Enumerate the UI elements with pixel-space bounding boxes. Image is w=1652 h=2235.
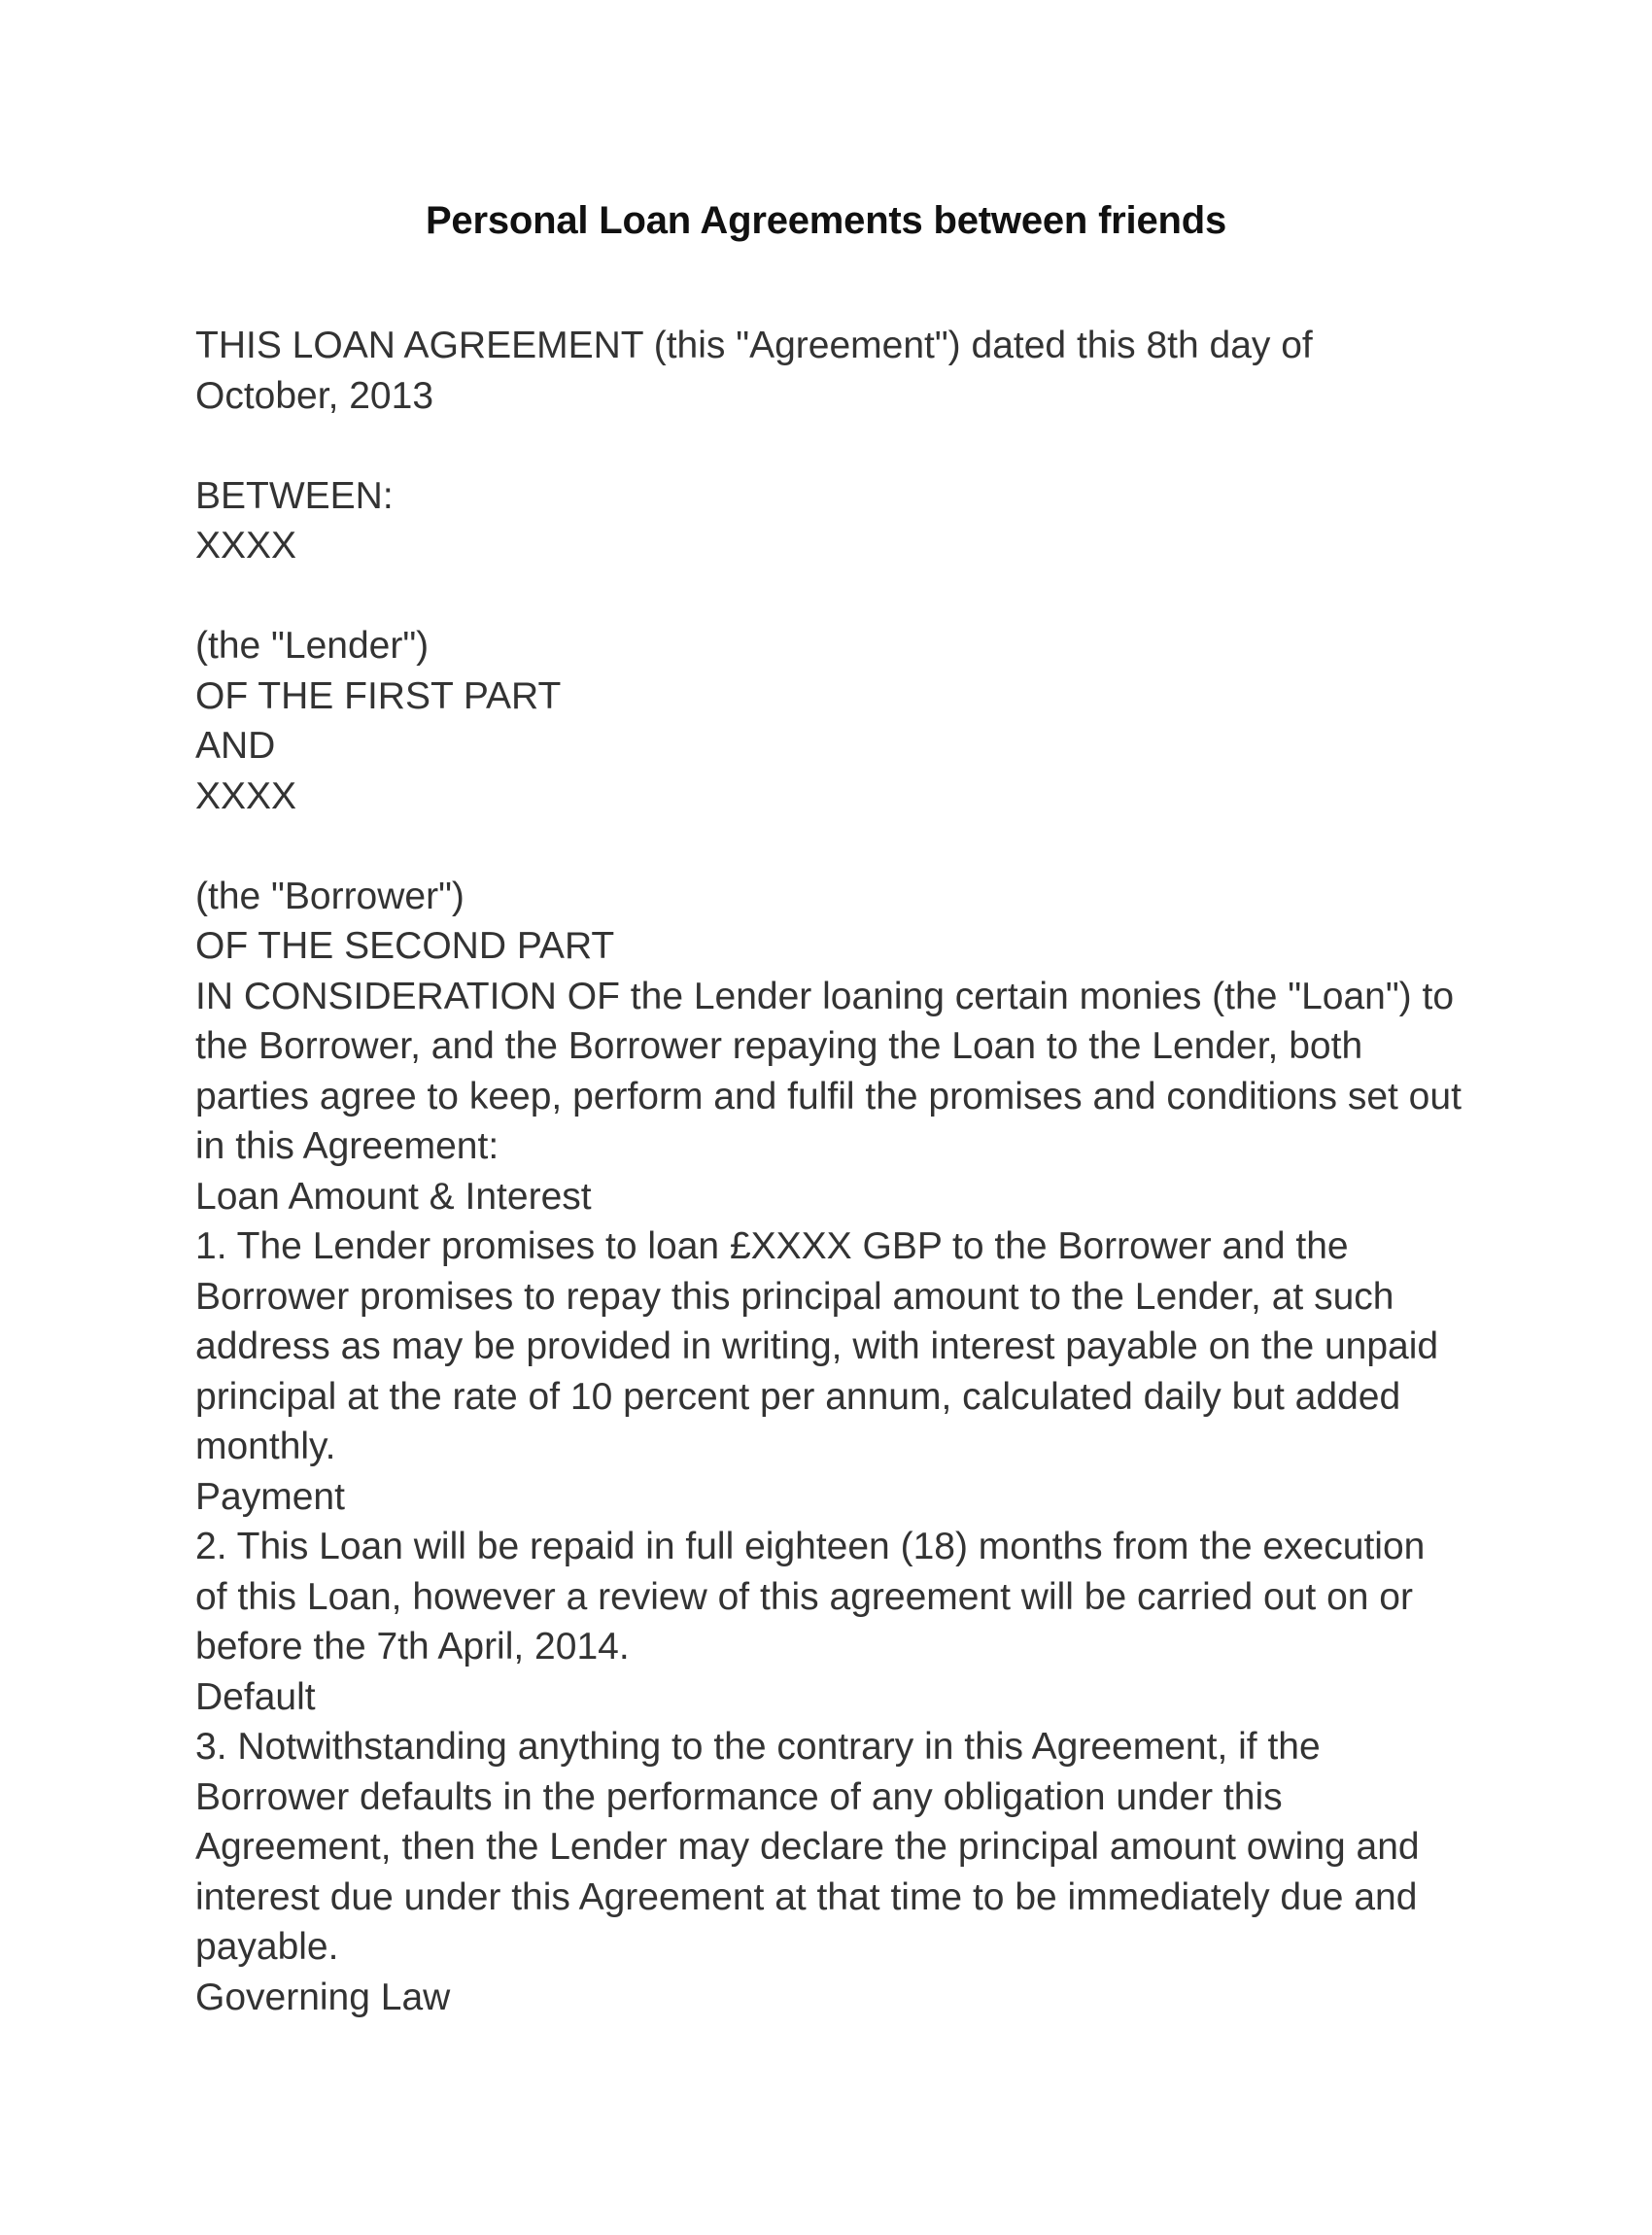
borrower-designation: (the "Borrower"): [195, 875, 465, 917]
section-heading-loan-amount: Loan Amount & Interest: [195, 1175, 592, 1218]
clause-3-line: interest due under this Agreement at that time to be immediately due and: [195, 1875, 1418, 1918]
first-part-label: OF THE FIRST PART: [195, 674, 562, 717]
clause-1-line: monthly.: [195, 1426, 336, 1467]
clause-3-line: payable.: [195, 1926, 339, 1968]
and-label: AND: [195, 725, 276, 767]
clause-3-line: Borrower defaults in the performance of any obligation under this: [195, 1775, 1283, 1818]
consideration-line: the Borrower, and the Borrower repaying the Loan to the Lender, both: [195, 1025, 1363, 1067]
clause-1-line: Borrower promises to repay this principal amount to the Lender, at such: [195, 1275, 1394, 1318]
blank-line: [195, 571, 1556, 622]
clause-2-line: before the 7th April, 2014.: [195, 1626, 630, 1668]
lender-designation: (the "Lender"): [195, 625, 430, 667]
between-label: BETWEEN:: [195, 474, 394, 517]
section-heading-governing-law: Governing Law: [195, 1976, 451, 2018]
consideration-line: in this Agreement:: [195, 1125, 499, 1167]
clause-1-line: 1. The Lender promises to loan £XXXX GBP to the Borrower and the: [195, 1225, 1349, 1267]
clause-2-line: of this Loan, however a review of this agreement will be carried out on or: [195, 1575, 1413, 1618]
clause-2-line: 2. This Loan will be repaid in full eighteen (18) months from the execution: [195, 1526, 1426, 1567]
clause-3-line: 3. Notwithstanding anything to the contrary in this Agreement, if the: [195, 1726, 1321, 1768]
blank-line: [195, 821, 1556, 872]
intro-line: THIS LOAN AGREEMENT (this "Agreement") dated this 8th day of: [195, 325, 1313, 366]
document-body: [195, 321, 1556, 2022]
blank-line: [195, 421, 1556, 471]
document-title: Personal Loan Agreements between friends: [425, 199, 1227, 242]
section-heading-payment: Payment: [195, 1475, 345, 1518]
consideration-line: parties agree to keep, perform and fulfil the promises and conditions set out: [195, 1075, 1462, 1118]
intro-date-line: October, 2013: [195, 374, 434, 417]
consideration-line: IN CONSIDERATION OF the Lender loaning certain monies (the "Loan") to: [195, 975, 1455, 1017]
second-part-label: OF THE SECOND PART: [195, 925, 615, 967]
clause-1-line: address as may be provided in writing, with interest payable on the unpaid: [195, 1325, 1439, 1367]
borrower-name: XXXX: [195, 774, 297, 817]
section-heading-default: Default: [195, 1675, 316, 1718]
lender-name: XXXX: [195, 525, 297, 567]
clause-1-line: principal at the rate of 10 percent per annum, calculated daily but added: [195, 1375, 1401, 1418]
clause-3-line: Agreement, then the Lender may declare the principal amount owing and: [195, 1826, 1420, 1868]
